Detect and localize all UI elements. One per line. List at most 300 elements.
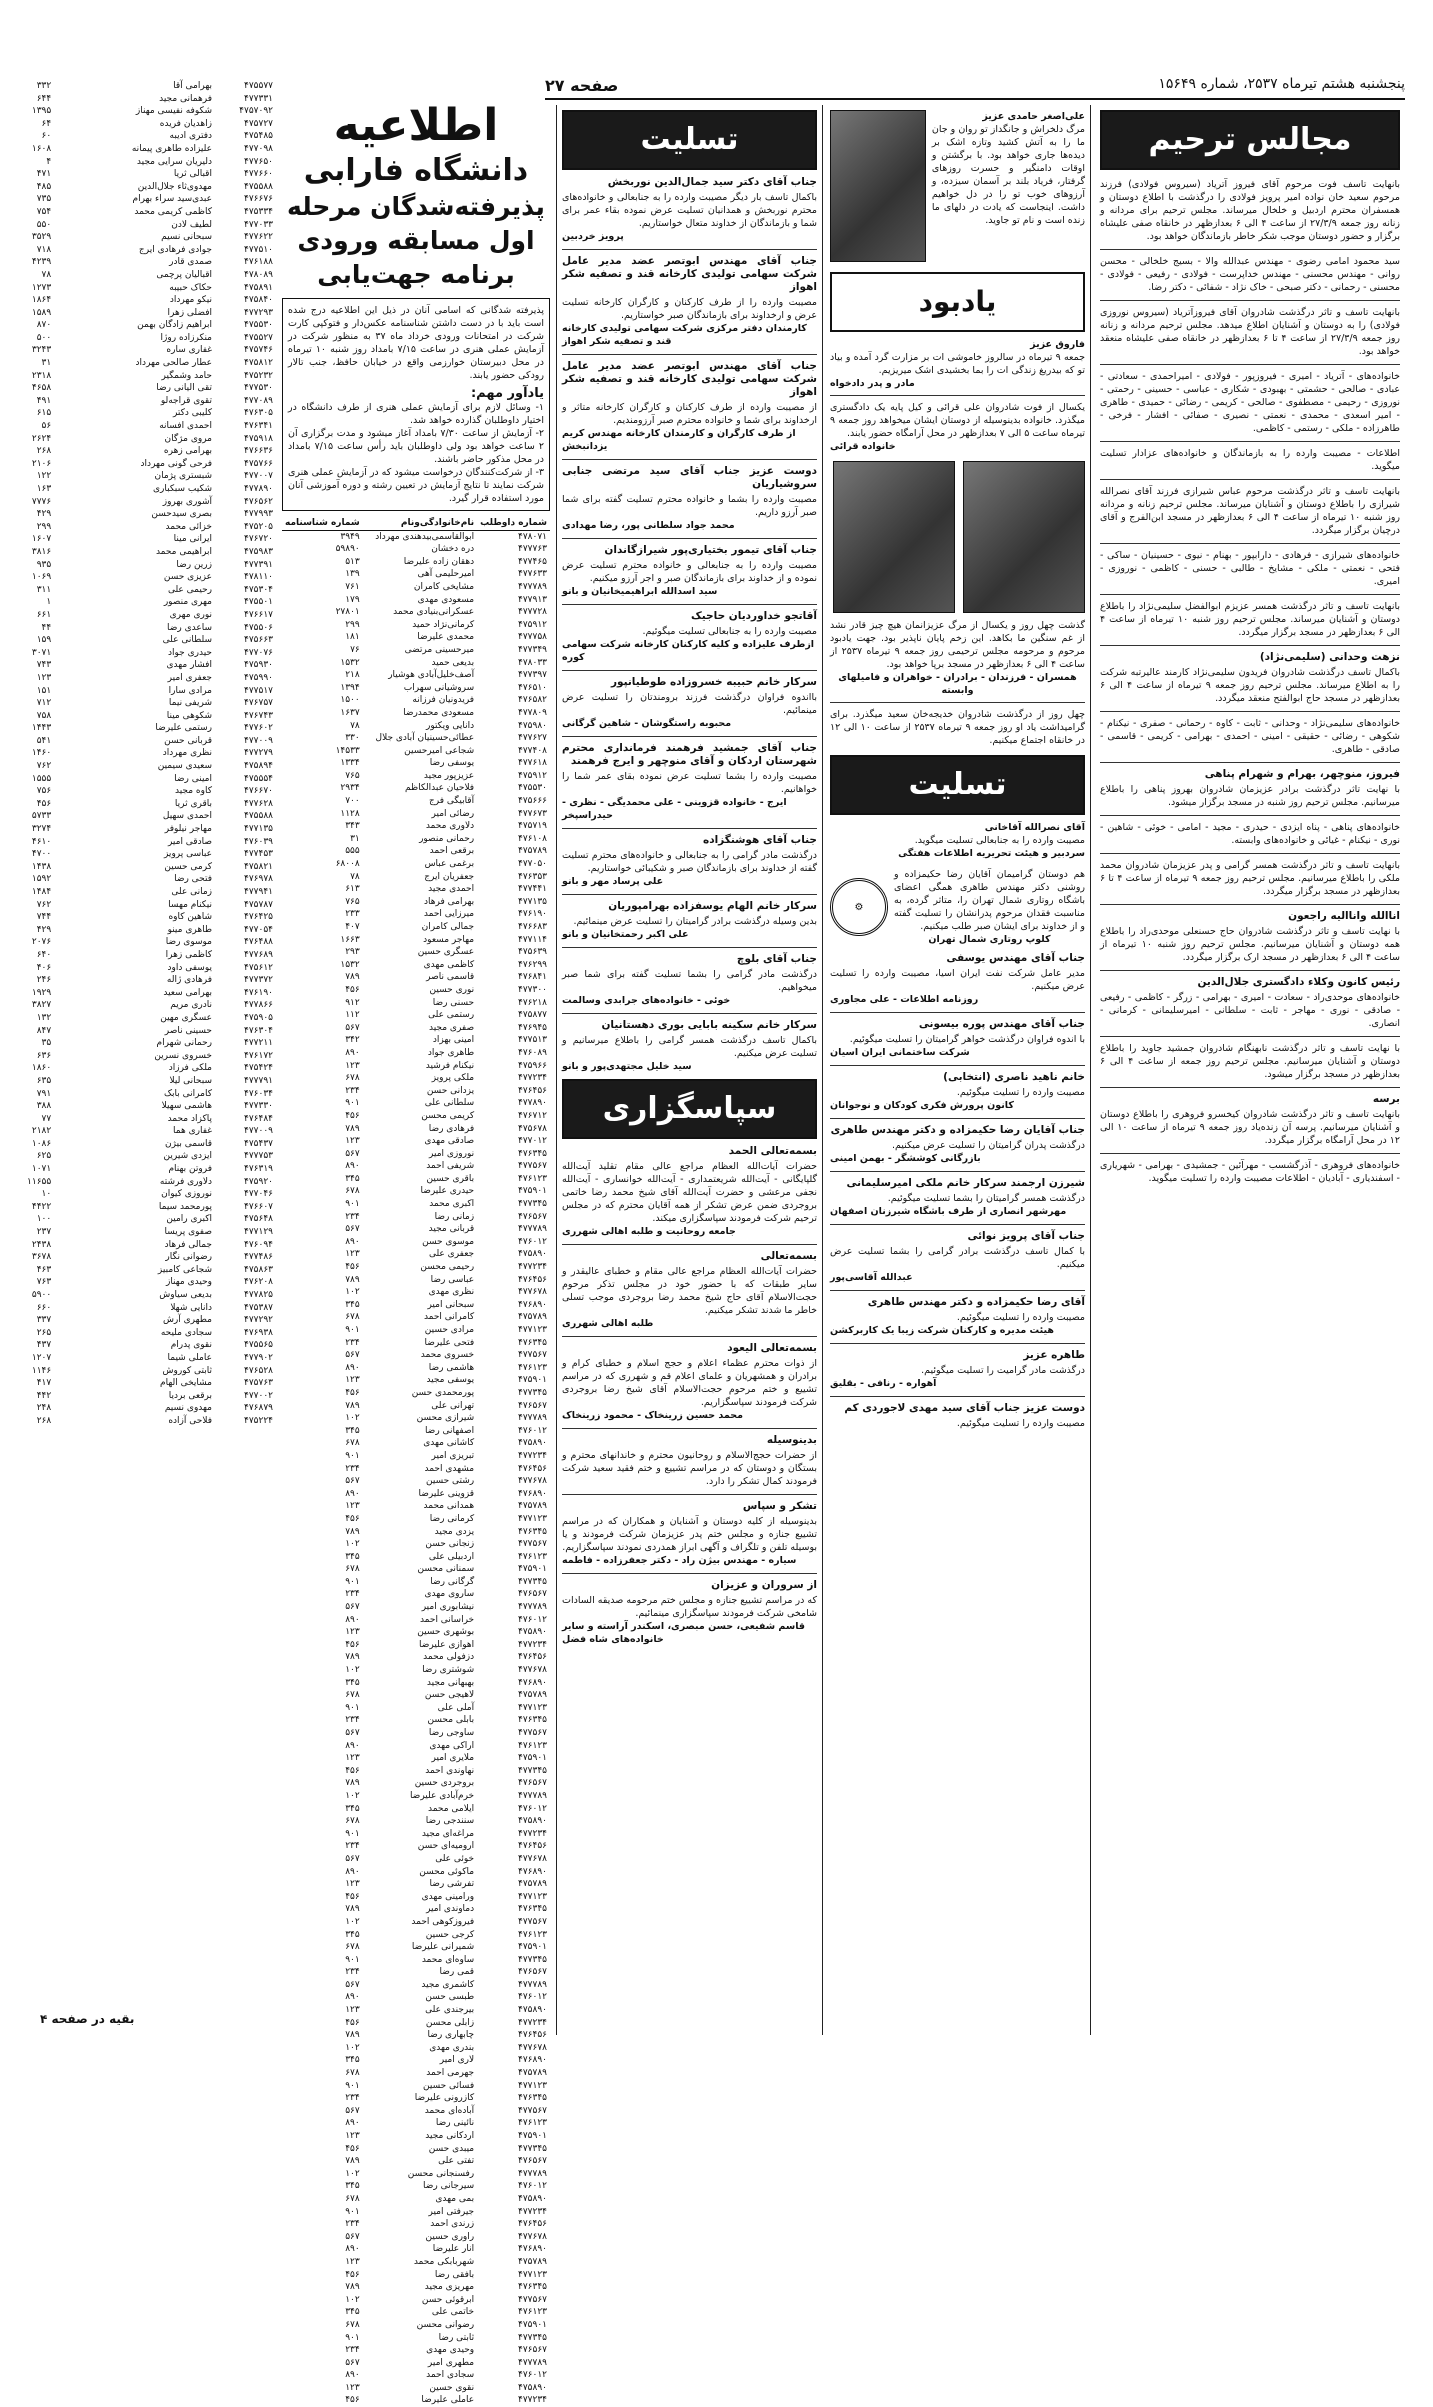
notice-item	[562, 544, 817, 598]
table-row	[8, 407, 276, 420]
candidate-id: ۴۵۶	[345, 1110, 360, 1121]
candidate-name: مشایخی الهام	[160, 1378, 212, 1389]
left-list-column	[8, 80, 276, 2025]
candidate-number: ۴۷۶۶۷۰	[243, 786, 273, 797]
table-row	[282, 997, 550, 1010]
table-row	[282, 1752, 550, 1765]
candidate-id: ۲۴۳۸	[31, 1239, 52, 1250]
candidate-id: ۱۱۶۵۵	[27, 1176, 52, 1187]
candidate-name: مراغه‌ای مجید	[421, 1828, 475, 1839]
candidate-id: ۱۱۲۸	[340, 808, 360, 819]
candidate-id: ۱۲۳	[345, 1249, 360, 1260]
candidate-name: زمانی رضا	[434, 1211, 475, 1222]
candidate-id: ۵۴۱	[36, 735, 52, 746]
candidate-id: ۴۹۱	[36, 395, 52, 406]
candidate-id: ۸۹۰	[345, 1866, 360, 1877]
table-row	[8, 810, 276, 823]
notice-sign: جامعه روحانیت و طلبه اهالی شهرری	[562, 1226, 736, 1237]
candidate-id: ۹۱۲	[345, 997, 360, 1008]
candidate-number: ۴۷۶۱۰۸	[517, 833, 547, 844]
candidate-number: ۴۷۵۵۲۷	[243, 332, 273, 343]
candidate-number: ۴۷۵۵۷۷	[243, 81, 273, 91]
candidate-name: کریمی محسن	[421, 1110, 475, 1121]
candidate-name: اقبالیان پرچمی	[156, 269, 212, 280]
notice-text: حضرات آیات‌الله العظام مراجع عالی مقام و خطبای عالیقدر و سایر طبقات که با حضور خود در مجلس تذکر مرحوم حجت‌الاسلام آقای حاج شیخ محمد رضا بروجردی موجب تسلی خاطر ما شدند تشکر میکنیم.	[562, 1266, 817, 1316]
candidate-number: ۴۷۷۹۱۳	[517, 594, 547, 605]
notice-sign: ازطرف علیزاده و کلیه کارکنان کارخانه شرکت سهامی کوره	[562, 639, 815, 663]
candidate-id: ۵۶۷	[345, 1476, 360, 1487]
table-row	[282, 2092, 550, 2105]
candidate-name: بندری مهدی	[429, 2042, 475, 2053]
candidate-id: ۲۳۴	[345, 1589, 360, 1600]
candidate-number: ۴۷۶۳۴۱	[243, 421, 273, 432]
table-row	[8, 344, 276, 357]
notice-item	[830, 1177, 1085, 1218]
table-row	[8, 156, 276, 169]
table-row	[282, 581, 550, 594]
candidate-number: ۴۷۷۵۶۷	[517, 1916, 547, 1927]
candidate-id: ۴۴	[41, 622, 52, 633]
table-row	[282, 1979, 550, 1992]
notice-title: از سروران و عزیزان	[711, 1579, 817, 1591]
table-row	[8, 168, 276, 181]
candidate-name: برغمی عباس	[424, 859, 475, 870]
candidate-number: ۴۷۵۵۶۵	[243, 1340, 273, 1351]
candidate-name: جمالی کامران	[421, 922, 475, 932]
candidate-id: ۱۲۳	[345, 2131, 360, 2141]
candidate-number: ۴۷۶۵۶۷	[517, 1778, 547, 1789]
candidate-name: رضائی امیر	[431, 808, 475, 819]
candidate-id: ۱۲۳	[36, 672, 52, 683]
candidate-number: ۴۷۶۳۴۵	[517, 1337, 547, 1348]
candidate-name: پورمحمد سیما	[158, 1201, 212, 1212]
lower-memorial-text: گذشت چهل روز و یکسال از مرگ عزیزانمان هیچ چیز قادر نشد از غم سنگین ما بکاهد. این زخم پایان ناپذیر بود. جهت یادبود مرحوم و مرحومه مجلس ترحیمی روز جمعه ۹ تیرماه ۲۵۳۷ از ساعت ۴ الی ۶ بعدازظهر در مسجد برپا خواهد بود.	[830, 620, 1085, 670]
mid2-list	[830, 952, 1085, 1430]
candidate-number: ۴۷۷۰۵۴	[243, 924, 273, 935]
candidate-id: ۵۶۷	[345, 2105, 360, 2116]
candidate-id: ۶۷۸	[345, 2319, 360, 2330]
candidate-number: ۴۷۶۴۵۶	[517, 1463, 547, 1474]
table-row	[282, 732, 550, 745]
notice-text: اطلاعات - مصیبت وارده را به بازماندگان و خانواده‌های عزادار تسلیت میگوید.	[1100, 448, 1400, 472]
candidate-name: رستمی علی	[428, 1010, 475, 1021]
candidate-id: ۶۴۴	[36, 93, 52, 104]
candidate-name: عباسی پرویز	[163, 849, 212, 860]
table-row	[282, 1765, 550, 1778]
notice-title: رئیس کانون وکلاء دادگستری جلال‌الدین	[1197, 976, 1400, 988]
candidate-name: کاوه مجید	[174, 786, 212, 797]
candidate-id: ۲۹۳	[345, 947, 360, 958]
table-row	[8, 1075, 276, 1088]
candidate-id: ۱۵۳۲	[340, 959, 360, 970]
candidate-name: آشوری بهروز	[162, 496, 212, 507]
candidate-name: سنندجی رضا	[425, 1816, 475, 1827]
candidate-name: فیروزکوهی احمد	[411, 1916, 475, 1927]
table-row	[8, 1289, 276, 1302]
candidate-name: اقبالی ثریا	[173, 169, 212, 180]
notice-text: خانواده‌های پناهی - پناه ایزدی - حیدری - مجید - امامی - خوئی - شاهین - نوری - نیکنام - غیائی و خانواده‌های وابسته.	[1100, 822, 1400, 846]
notice-sign: محمد جواد سلطانی پور، رضا مهدادی	[562, 520, 735, 531]
candidate-id: ۶۱۵	[36, 408, 52, 419]
portrait-photo-left	[963, 461, 1085, 613]
table-row	[8, 596, 276, 609]
candidate-id: ۱۲۷۳	[31, 282, 52, 293]
candidate-id: ۱۵۳۲	[340, 657, 360, 668]
candidate-name: قربانی مجید	[428, 1224, 475, 1235]
notice-text: مصیبت وارده را تسلیت میگوئیم.	[956, 1087, 1085, 1098]
tasliyat-list	[562, 176, 817, 1073]
table-row	[8, 672, 276, 685]
candidate-name: دفتری ادیبه	[169, 131, 212, 142]
candidate-name: موسوی حسن	[422, 1236, 475, 1247]
notice-item	[1100, 976, 1400, 1030]
table-row	[282, 1777, 550, 1790]
majales-list	[1100, 178, 1400, 1185]
table-row	[8, 785, 276, 798]
candidate-name: میبدی حسن	[428, 2143, 475, 2154]
candidate-id: ۱۳۳۴	[340, 758, 360, 769]
notice-item	[562, 1019, 817, 1073]
candidate-id: ۱۹۲۹	[31, 987, 52, 998]
candidate-id: ۸۹۰	[345, 1740, 360, 1751]
candidate-name: بمی مهدی	[435, 2193, 475, 2204]
candidate-name: شریفی نیما	[168, 698, 212, 709]
notice-text: مصیبت وارده را تسلیت میگوئیم.	[956, 1312, 1085, 1323]
candidate-number: ۴۷۷۰۰۲	[243, 1390, 273, 1401]
candidate-number: ۴۷۷۳۹۱	[243, 559, 273, 570]
tasliyat2-body: مصیبت وارده را به جنابعالی تسلیت میگوید.	[914, 835, 1085, 846]
candidate-name: بافقی رضا	[434, 2269, 475, 2280]
candidate-id: ۵۶۷	[345, 1728, 360, 1738]
candidate-id: ۹۰۱	[345, 2332, 360, 2343]
table-row	[8, 1390, 276, 1403]
candidate-number: ۴۷۷۷۹۱	[243, 1075, 273, 1086]
table-row	[282, 2080, 550, 2093]
table-row	[282, 1160, 550, 1173]
candidate-id: ۸۹۰	[345, 1161, 360, 1172]
candidate-number: ۴۷۶۴۸۸	[243, 937, 273, 948]
candidate-id: ۱۵۰۰	[340, 695, 360, 706]
table-row	[8, 823, 276, 836]
sepas-list	[562, 1145, 817, 1646]
table-row	[282, 594, 550, 607]
notice-sign: هیئت مدیره و کارکنان شرکت زیبا یک کاربرکشن	[830, 1325, 1054, 1336]
candidate-number: ۴۷۶۷۲۰	[243, 534, 273, 545]
candidate-id: ۳۴۵	[345, 1803, 360, 1814]
candidate-number: ۴۷۷۲۳۴	[517, 1828, 547, 1839]
table-row	[8, 936, 276, 949]
notice-item	[1100, 306, 1400, 358]
candidate-name: تقی الیانی رضا	[156, 383, 212, 394]
candidate-name: اکبری رامین	[166, 1214, 212, 1225]
candidate-name: لاهیجی حسن	[424, 1690, 475, 1701]
table-row	[8, 445, 276, 458]
candidate-name: عباسی رضا	[430, 1274, 475, 1285]
table-row	[8, 1402, 276, 1415]
table-row	[282, 1274, 550, 1287]
candidate-number: ۴۷۷۸۹۰	[517, 1098, 547, 1109]
candidate-name: آباده‌ای محمد	[424, 2105, 475, 2116]
table-row	[282, 2357, 550, 2370]
candidate-id: ۴۷۰۰	[31, 849, 52, 860]
continued-note: بقیه در صفحه ۴	[40, 2012, 135, 2026]
notice-text: مصیبت وارده را به جنابعالی و خانواده محترم تسلیت عرض نموده و از خداوند برای بازماندگان صبر و اجر آرزو میکنیم.	[562, 560, 817, 584]
candidate-id: ۴۸۵	[36, 181, 52, 192]
candidate-name: وحیدی مهناز	[165, 1277, 212, 1288]
candidate-number: ۴۷۵۳۸۷	[243, 1302, 273, 1313]
candidate-id: ۷۸	[350, 871, 360, 882]
table-row	[282, 1651, 550, 1664]
candidate-number: ۴۷۷۱۲۳	[517, 2269, 547, 2280]
candidate-id: ۱۳۹	[345, 569, 360, 580]
notice-title: تشکر و سپاس	[742, 1500, 817, 1512]
candidate-name: ملکی فرزاد	[168, 1063, 212, 1074]
candidate-name: تفتی علی	[438, 2156, 475, 2167]
candidate-number: ۴۷۷۱۲۳	[517, 1513, 547, 1524]
candidate-name: عزیزی حسن	[163, 572, 212, 583]
candidate-id: ۵۶۷	[345, 1148, 360, 1159]
candidate-name: نیشابوری امیر	[421, 1602, 475, 1613]
candidate-number: ۴۷۷۰۰۷	[243, 471, 273, 482]
sepasgozari-banner: سپاسگزاری	[562, 1079, 817, 1139]
candidate-number: ۴۷۷۰۸۹	[243, 395, 273, 406]
notice-sign: کانون پرورش فکری کودکان و نوجوانان	[830, 1100, 1014, 1111]
table-row	[282, 1437, 550, 1450]
candidate-name: شاهین کاوه	[168, 912, 212, 923]
notice-text: مصیبت وارده را از طرف کارکنان و کارگران کارخانه تسلیت عرض و ارخداوند برای بازماندگان صبر خواستاریم.	[562, 297, 817, 321]
candidate-number: ۴۷۶۱۹۰	[517, 909, 547, 920]
table-row	[282, 1211, 550, 1224]
candidate-name: قاسمی ناصر	[426, 972, 475, 983]
table-row	[282, 619, 550, 632]
notice-title: جناب آقای تیمور بختیاری‌پور شیرازگاندان	[604, 544, 817, 556]
table-row	[8, 760, 276, 773]
notice-sign: سیاره - مهندس بیژن راد - دکتر جعفرزاده - فاطمه	[562, 1555, 797, 1566]
candidate-name: اردکانی مجید	[425, 2131, 475, 2141]
candidate-number: ۴۷۷۶۰۲	[243, 723, 273, 734]
candidate-id: ۵۹۰۰	[31, 1290, 52, 1300]
candidate-number: ۴۷۶۸۷۹	[243, 1403, 273, 1414]
rotary-sign: کلوپ روتاری شمال تهران	[928, 934, 1051, 945]
notice-title: جناب آقای جمشید فرهمند فرمانداری محترم شهرستان اردکان و آقای منوچهر و ایرج فرهمند	[562, 742, 817, 767]
table-row	[282, 1475, 550, 1488]
notice-sign: قاسم شفیعی، حسن مبصری، اسکندر آراسته و سایر خانواده‌های شاه فضل	[562, 1621, 805, 1645]
candidate-id: ۷۴۳	[36, 660, 52, 671]
table-row	[8, 747, 276, 760]
notice-text: از حضرات حجج‌الاسلام و روحانیون محترم و خاندانهای محترم و بستگان و دوستان که در مراسم تشییع و ختم فقید سعید شرکت فرمودند کمال تشکر را دارد.	[562, 1450, 817, 1487]
candidate-name: سجادی احمد	[426, 2370, 475, 2381]
candidate-name: نوروزی امیر	[429, 1148, 475, 1159]
table-row	[8, 1138, 276, 1151]
candidate-number: ۴۷۵۷۸۹	[517, 1312, 547, 1323]
table-row	[282, 2029, 550, 2042]
notice-text: بانهایت تاسف و تاثر درگذشت شادروان آقای فیروزآتریاد (سیروس نوروزی فولادی) را به دوستان و آشنایان اطلاع میدهد. مجلس ترحیم مردانه و زنانه روز جمعه ۲۷/۳/۹ از ساعت ۴ تا ۶ بعدازظهر در خانقاه صفی علیشاه منعقد خواهد بود.	[1100, 307, 1401, 357]
candidate-number: ۴۷۷۱۲۳	[517, 1702, 547, 1713]
candidate-number: ۴۷۷۴۴۱	[517, 884, 547, 895]
table-row	[282, 1337, 550, 1350]
candidate-number: ۴۷۷۲۳۴	[517, 2017, 547, 2028]
candidate-id: ۸۹۰	[345, 1992, 360, 2003]
table-row	[282, 1991, 550, 2004]
candidate-name: راوری حسین	[425, 2231, 475, 2242]
table-row	[282, 2143, 550, 2156]
candidate-number: ۴۷۵۷۸۹	[517, 2256, 547, 2267]
table-row	[8, 584, 276, 597]
candidate-name: شکوهی مینا	[166, 710, 212, 721]
table-row	[282, 1639, 550, 1652]
notice-item	[562, 1579, 817, 1646]
candidate-number: ۴۷۷۰۵۰	[517, 859, 547, 870]
table-row	[8, 395, 276, 408]
candidate-name: فرهادی رضا	[428, 1123, 475, 1134]
announcement-intro: پذیرفته شدگانی که اسامی آنان در ذیل این اطلاعیه درج شده است باید با در دست داشتن شناسنامه عکس‌دار و فتوکپی کارت شرکت در امتحانات ورودی خرداد ماه ۳۷ به منظور شرکت در آزمایش عملی هنری در ساعت ۷/۱۵ بامداد روز شنبه ۱۰ تیرماه در محل دبیرستان خوارزمی واقع در خیابان حافظ، جنب تالار رودکی حضور یابند.	[288, 305, 544, 381]
candidate-id: ۷۸۹	[345, 1400, 360, 1411]
table-row	[282, 1009, 550, 1022]
candidate-id: ۷۰۰	[345, 796, 360, 807]
candidate-number: ۴۷۷۳۴۵	[517, 1765, 547, 1776]
candidate-number: ۴۷۶۵۶۲	[243, 496, 273, 507]
notice-item	[830, 1349, 1085, 1390]
notice-item	[562, 900, 817, 941]
table-row	[282, 2332, 550, 2345]
candidate-id: ۸۷۰	[36, 320, 52, 331]
notice-text: خانواده‌های موحدی‌راد - سعادت - امیری - بهرامی - زرگر - کاظمی - رفیعی - صادقی - نوری - مهاجر - ثابت - سلطانی - امیرسلیمانی - کرمانی - انصاری.	[1100, 992, 1400, 1029]
candidate-id: ۴۵۶	[345, 1513, 360, 1524]
notice-text: با کمال تاسف درگذشت برادر گرامی را بشما تسلیت عرض میکنیم.	[830, 1246, 1085, 1270]
notice-text: درگذشت مادر گرامی را بشما تسلیت گفته برای شما صبر میخواهیم.	[562, 969, 817, 993]
candidate-number: ۴۷۵۹۰۱	[517, 2319, 547, 2330]
table-row	[282, 1047, 550, 1060]
table-row	[282, 606, 550, 619]
candidate-number: ۴۷۵۲۳۲	[243, 370, 273, 381]
candidate-name: فرهمانی مجید	[159, 93, 212, 104]
candidate-number: ۴۷۶۳۰۵	[243, 408, 273, 419]
table-row	[282, 2319, 550, 2332]
notice-sign: روزنامه اطلاعات - علی مجاوری	[830, 994, 979, 1005]
candidate-number: ۴۷۶۴۵۶	[517, 1085, 547, 1096]
table-row	[282, 2306, 550, 2319]
candidate-id: ۷۸۹	[345, 1123, 360, 1134]
table-row	[8, 1302, 276, 1315]
table-row	[8, 911, 276, 924]
candidate-name: عزیزپور مجید	[423, 770, 475, 781]
candidate-number: ۴۷۷۲۳۴	[517, 1073, 547, 1084]
candidate-name: اهوازی علیرضا	[419, 1639, 475, 1650]
candidate-id: ۹۳۵	[36, 559, 52, 570]
candidate-name: آقابیگی فرج	[428, 796, 475, 807]
candidate-name: جمالی فرهاد	[164, 1239, 212, 1250]
notice-item	[830, 1071, 1085, 1112]
candidate-id: ۷۸۹	[345, 1274, 360, 1285]
candidate-name: کرمانی‌نژاد حمید	[412, 619, 475, 630]
notice-text: بانهایت تاسف و تاثر درگذشت مرحوم عباس شیرازی فرزند آقای نصرالله شیرازی را باطلاع دوستان و آشنایان میرساند. مجلس ترحیم زنانه و مردانه روز شنبه ۱۰ تیرماه از ساعت ۴ الی ۶ بعدازظهر در مسجد ابن‌الفرج و آقای درچیان برگزار میگردد.	[1100, 486, 1400, 536]
candidate-name: کامرانی احمد	[423, 1312, 475, 1323]
candidate-name: فرهادی ژاله	[166, 975, 212, 986]
table-row	[282, 1110, 550, 1123]
candidate-id: ۴	[46, 156, 52, 167]
table-row	[282, 2130, 550, 2143]
candidate-name: امینی بهزاد	[432, 1035, 475, 1046]
candidate-name: نادری مریم	[170, 1000, 212, 1011]
candidate-name: جیرفتی امیر	[428, 2206, 475, 2217]
candidate-id: ۳۴۲	[345, 1035, 360, 1046]
candidate-name: بهرامی سعید	[163, 987, 212, 998]
candidate-number: ۴۷۶۵۶۷	[517, 1400, 547, 1411]
candidate-name: علیزاده طاهری پیمانه	[131, 143, 212, 154]
portrait-photo-right	[833, 461, 955, 613]
table-row	[8, 193, 276, 206]
candidate-name: دهقان زاده علیرضا	[403, 556, 475, 567]
candidate-id: ۶۷۸	[345, 1186, 360, 1197]
candidate-id: ۶۷۸	[345, 1438, 360, 1449]
candidate-id: ۹۰۱	[345, 1325, 360, 1335]
table-row	[8, 1050, 276, 1063]
candidate-number: ۴۷۶۱۹۰	[243, 987, 273, 998]
candidate-name: نهاوندی احمد	[425, 1765, 475, 1776]
table-row	[282, 1891, 550, 1904]
table-row	[282, 2269, 550, 2282]
candidate-number: ۴۷۵۷۲۷	[243, 118, 273, 129]
candidate-number: ۴۷۷۹۰۲	[243, 1352, 273, 1363]
portrait-photo	[830, 110, 926, 262]
candidate-number: ۴۷۵۸۹۱	[243, 282, 273, 293]
candidate-id: ۴۶۵۸	[31, 383, 52, 394]
candidate-id: ۶۴	[41, 118, 52, 129]
notice-item	[562, 255, 817, 348]
candidate-number: ۴۷۶۰۱۲	[517, 1614, 547, 1625]
candidate-name: هاشمی رضا	[428, 1362, 475, 1373]
notice-title: آقاتجو خداوردیان حاجیک	[691, 610, 817, 622]
candidate-name: کرجی حسین	[425, 1929, 475, 1940]
table-row	[8, 420, 276, 433]
candidate-number: ۴۷۶۸۴۱	[517, 972, 547, 983]
notice-text: مصیبت وارده را تسلیت میگوئیم.	[956, 1418, 1085, 1429]
candidate-number: ۴۷۷۵۶۷	[517, 2294, 547, 2305]
notice-item	[562, 1342, 817, 1422]
notice-item	[562, 360, 817, 453]
candidate-number: ۴۷۷۷۶۳	[517, 544, 547, 555]
table-row	[282, 2017, 550, 2030]
candidate-id: ۵۵۵	[345, 846, 360, 857]
candidate-name: رحمانی شهرام	[156, 1038, 212, 1049]
candidate-id: ۳۸۸	[36, 1101, 52, 1112]
candidate-id: ۳۴۵	[345, 1929, 360, 1940]
table-row	[282, 1097, 550, 1110]
candidate-id: ۳۴۵	[345, 2181, 360, 2192]
candidate-name: عطار صالحی مهرداد	[135, 358, 212, 369]
candidate-id: ۲۳۴	[345, 1463, 360, 1474]
table-row	[8, 999, 276, 1012]
candidate-id: ۱۰	[41, 1189, 52, 1200]
candidate-id: ۲۱۰۶	[31, 458, 52, 469]
table-row	[8, 710, 276, 723]
candidate-number: ۴۷۷۶۷۸	[517, 1476, 547, 1487]
notice-item	[562, 676, 817, 730]
candidate-id: ۴۵۶	[345, 2017, 360, 2028]
candidate-number: ۴۷۶۸۹۰	[517, 2055, 547, 2066]
table-row	[282, 1135, 550, 1148]
candidate-id: ۷۷۷۶	[31, 496, 52, 507]
table-row	[8, 508, 276, 521]
candidate-number: ۴۷۶۴۸۴	[243, 1113, 273, 1124]
candidate-name: سعیدی سیمین	[157, 761, 212, 772]
notice-text: درگذشت پدران گرامیتان را تسلیت عرض میکنیم.	[891, 1140, 1085, 1151]
candidate-name: ابوالقاسمی‌بیدهندی مهرداد	[375, 531, 475, 542]
candidate-name: ساروی مهدی	[424, 1589, 475, 1600]
candidate-number: ۴۷۷۶۷۸	[517, 2231, 547, 2242]
notice-item	[562, 465, 817, 532]
notice-text: بدینوسیله از کلیه دوستان و آشنایان و همکاران که در مراسم تشییع جنازه و مجلس ختم پدر عزیزمان شرکت فرمودند و یا بوسیله تلفن و تلگراف و آگهی ابراز همدردی نمودند سپاسگزاریم.	[562, 1516, 817, 1553]
